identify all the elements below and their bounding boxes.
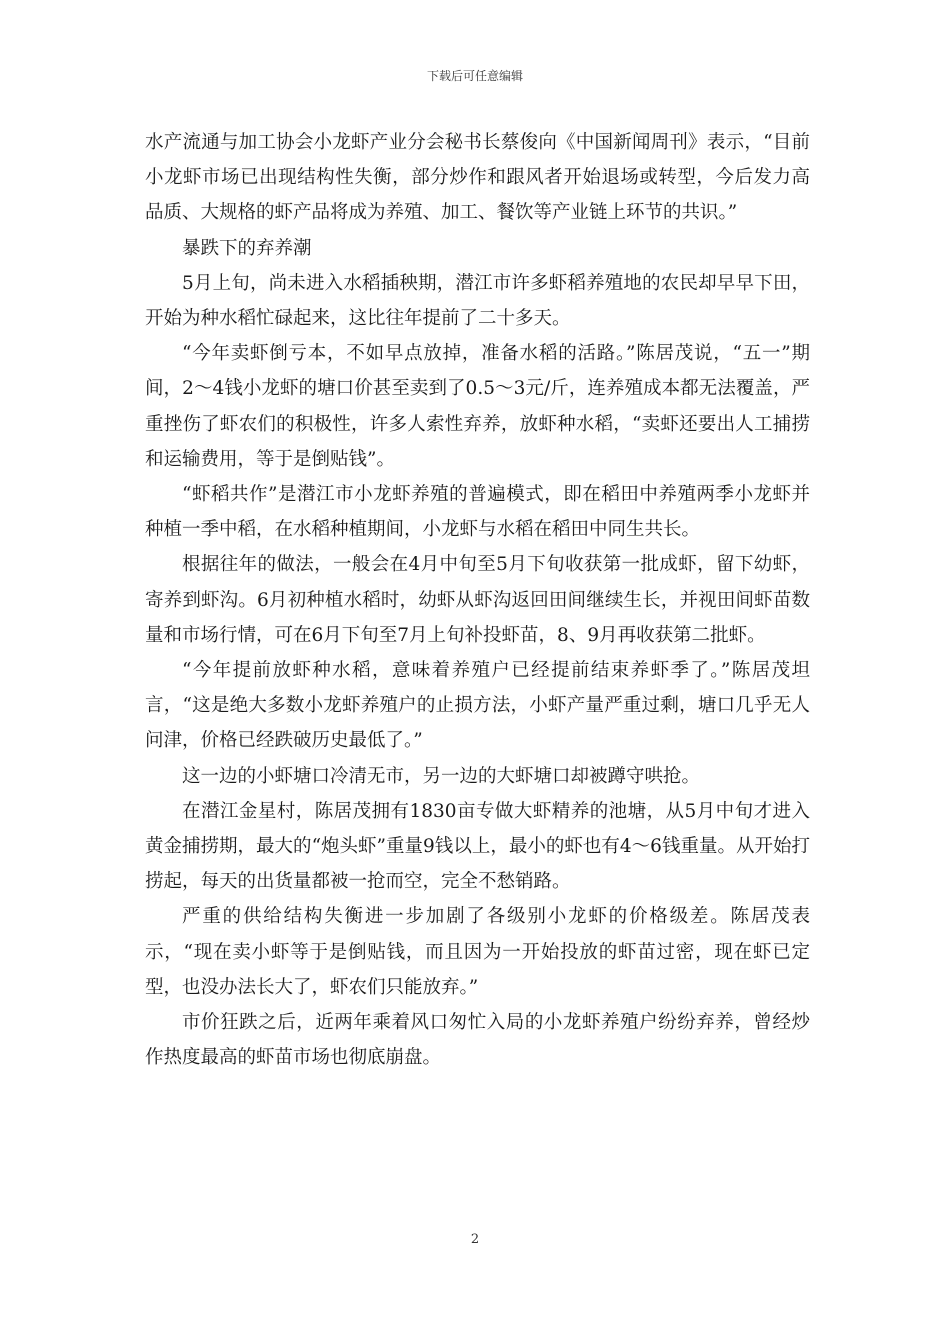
section-heading: 暴跌下的弃养潮: [182, 237, 312, 259]
paragraph: 在潜江金星村，陈居茂拥有1830亩专做大虾精养的池塘，从5月中旬才进入黄金捕捞期，最大的“炮头虾”重量9钱以上，最小的虾也有4～6钱重量。从开始打捞起，每天的出货量都被一抢而空，完全不愁销路。: [145, 800, 810, 893]
page-number: 2: [470, 1232, 480, 1247]
paragraph: 市价狂跌之后，近两年乘着风口匆忙入局的小龙虾养殖户纷纷弃养，曾经炒作热度最高的虾苗市场也彻底崩盘。: [145, 1012, 810, 1069]
paragraph: “今年提前放虾种水稻，意味着养殖户已经提前结束养虾季了。”陈居茂坦言，“这是绝大多数小龙虾养殖户的止损方法，小虾产量严重过剩，塘口几乎无人问津，价格已经跌破历史最低了。”: [145, 660, 810, 752]
paragraph: “今年卖虾倒亏本，不如早点放掉，准备水稻的活路。”陈居茂说，“五一”期间，2～4钱小龙虾的塘口价甚至卖到了0.5～3元/斤，连养殖成本都无法覆盖，严重挫伤了虾农们的积极性，许多人索性弃养，放虾种水稻，“卖虾还要出人工捕捞和运输费用，等于是倒贴钱”。: [145, 343, 810, 470]
page-header: 下载后可任意编辑: [426, 69, 523, 83]
paragraph: 根据往年的做法，一般会在4月中旬至5月下旬收获第一批成虾，留下幼虾，寄养到虾沟。6月初种植水稻时，幼虾从虾沟返回田间继续生长，并视田间虾苗数量和市场行情，可在6月下旬至7月上旬补投虾苗，8、9月再收获第二批虾。: [145, 554, 810, 646]
paragraph: 水产流通与加工协会小龙虾产业分会秘书长蔡俊向《中国新闻周刊》表示，“目前小龙虾市场已出现结构性失衡，部分炒作和跟风者开始退场或转型，今后发力高品质、大规格的虾产品将成为养殖、加工、餐饮等产业链上环节的共识。”: [145, 132, 810, 224]
paragraph: 这一边的小虾塘口冷清无市，另一边的大虾塘口却被蹲守哄抢。: [182, 765, 701, 787]
paragraph: 严重的供给结构失衡进一步加剧了各级别小龙虾的价格级差。陈居茂表示，“现在卖小虾等于是倒贴钱，而且因为一开始投放的虾苗过密，现在虾已定型，也没办法长大了，虾农们只能放弃。”: [145, 906, 810, 998]
paragraph: “虾稻共作”是潜江市小龙虾养殖的普遍模式，即在稻田中养殖两季小龙虾并种植一季中稻，在水稻种植期间，小龙虾与水稻在稻田中同生共长。: [145, 484, 810, 541]
document-body: [145, 125, 810, 1075]
paragraph: 5月上旬，尚未进入水稻插秧期，潜江市许多虾稻养殖地的农民却早早下田，开始为种水稻忙碌起来，这比往年提前了二十多天。: [145, 272, 810, 330]
